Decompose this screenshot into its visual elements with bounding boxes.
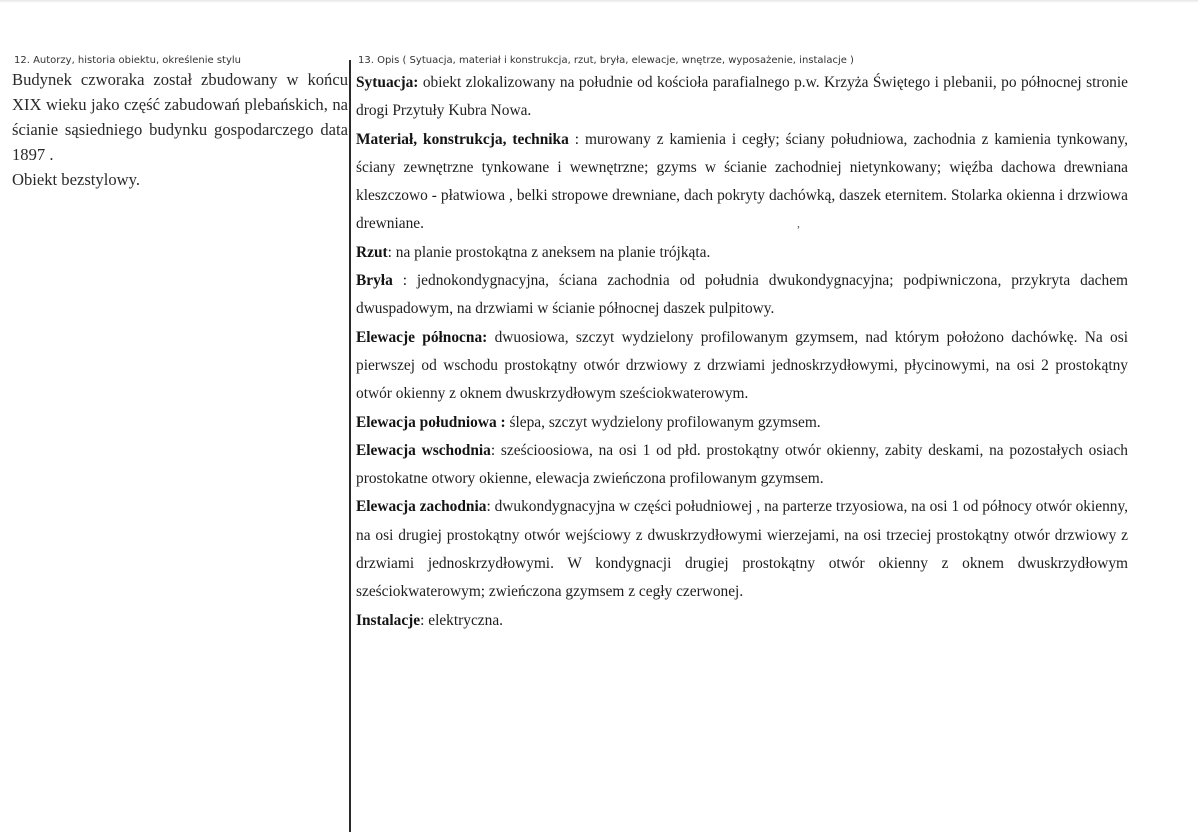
paragraph-material [356, 126, 1128, 239]
heading-elewacja-zachodnia: Elewacja zachodnia [356, 498, 487, 516]
heading-bryla: Bryła [356, 272, 393, 290]
section-12-label: 12. Autorzy, historia obiektu, określenie stylu [14, 55, 242, 66]
text-instalacje: : elektryczna. [420, 611, 504, 629]
text-bryla: : jednokondygnacyjna, ściana zachodnia od południa dwukondygnacyjna; podpiwniczona, przykryta dachem dwuspadowym, na drzwiami w ścianie północnej daszek pulpitowy. [356, 272, 1128, 318]
description-body [356, 69, 1128, 635]
paragraph-elewacja-polnocna [356, 324, 1128, 409]
heading-elewacja-polnocna: Elewacje północna: [356, 328, 488, 346]
text-elewacja-polnocna: dwuosiowa, szczyt wydzielony profilowanym gzymsem, nad którym położono dachówkę. Na osi pierwszej od wschodu prostokątny otwór drzwiowy z drzwiami jednoskrzydłowymi, płycinowymi, na osi 2 prostokątny otwór okienny z oknem dwuskrzydłowym sześciokwaterowym. [356, 328, 1128, 403]
paragraph-rzut [356, 239, 1128, 267]
paragraph-elewacja-poludniowa [356, 409, 1128, 437]
text-elewacja-poludniowa: ślepa, szczyt wydzielony profilowanym gzymsem. [505, 413, 821, 431]
style-note: Obiekt bezstylowy. [12, 170, 140, 189]
text-rzut: : na planie prostokątna z aneksem na planie trójkąta. [387, 243, 711, 261]
scan-edge-shadow [0, 0, 1198, 3]
heading-elewacja-wschodnia: Elewacja wschodnia [356, 441, 491, 459]
heading-elewacja-poludniowa: Elewacja południowa : [356, 413, 506, 431]
authors-history-section [12, 54, 348, 192]
text-material: : murowany z kamienia i cegły; ściany południowa, zachodnia z kamienia tynkowany, ściany zewnętrzne tynkowane i wewnętrzne; gzyms w ścianie zachodniej nietynkowany; więźba dachowa drewniana kleszczowo - płatwiowa , belki stropowe drewniane, dach pokryty dachówką, daszek eternitem. Stolarka okienna i drzwiowa drewniane. [356, 130, 1128, 233]
paragraph-elewacja-zachodnia [356, 493, 1128, 606]
heading-rzut: Rzut [356, 243, 388, 261]
authors-history-body [12, 67, 348, 192]
text-elewacja-zachodnia: : dwukondygnacyjna w części południowej , na parterze trzyosiowa, na osi 1 od północy otwór okienny, na osi drugiej prostokątny otwór wejściowy z dwuskrzydłowymi wierzejami, na osi trzeciej prostokątny otwór drzwiowy z drzwiami jednoskrzydłowymi. W kondygnacji drugiej prostokątny otwór okienny z oknem dwuskrzydłowym sześciokwaterowym; zwieńczona gzymsem z cegły czerwonej. [356, 498, 1129, 601]
description-section [356, 54, 1128, 635]
history-paragraph: Budynek czworaka został zbudowany w końcu XIX wieku jako część zabudowań plebańskich, na ścianie sąsiedniego budynku gospodarczego data 1897 . [12, 70, 348, 164]
column-divider [349, 60, 351, 832]
text-elewacja-wschodnia: : sześcioosiowa, na osi 1 od płd. prostokątny otwór okienny, zabity deskami, na pozostałych osiach prostokatne otwory okienne, elewacja zwieńczona profilowanym gzymsem. [356, 441, 1128, 488]
heading-sytuacja: Sytuacja: [356, 74, 419, 91]
section-13-label: 13. Opis ( Sytuacja, materiał i konstrukcja, rzut, bryła, elewacje, wnętrze, wyposażenie, instalacje ) [358, 55, 854, 66]
paragraph-elewacja-wschodnia [356, 437, 1128, 494]
stray-ink-mark: , [797, 216, 800, 230]
paragraph-instalacje [356, 607, 1128, 635]
paragraph-bryla [356, 267, 1128, 324]
heading-instalacje: Instalacje [356, 611, 421, 629]
paragraph-sytuacja [356, 69, 1128, 126]
text-sytuacja: obiekt zlokalizowany na południe od kościoła parafialnego p.w. Krzyża Świętego i plebanii, po północnej stronie drogi Przytuły Kubra Nowa. [356, 74, 1128, 120]
heading-material: Materiał, konstrukcja, technika [356, 130, 569, 148]
